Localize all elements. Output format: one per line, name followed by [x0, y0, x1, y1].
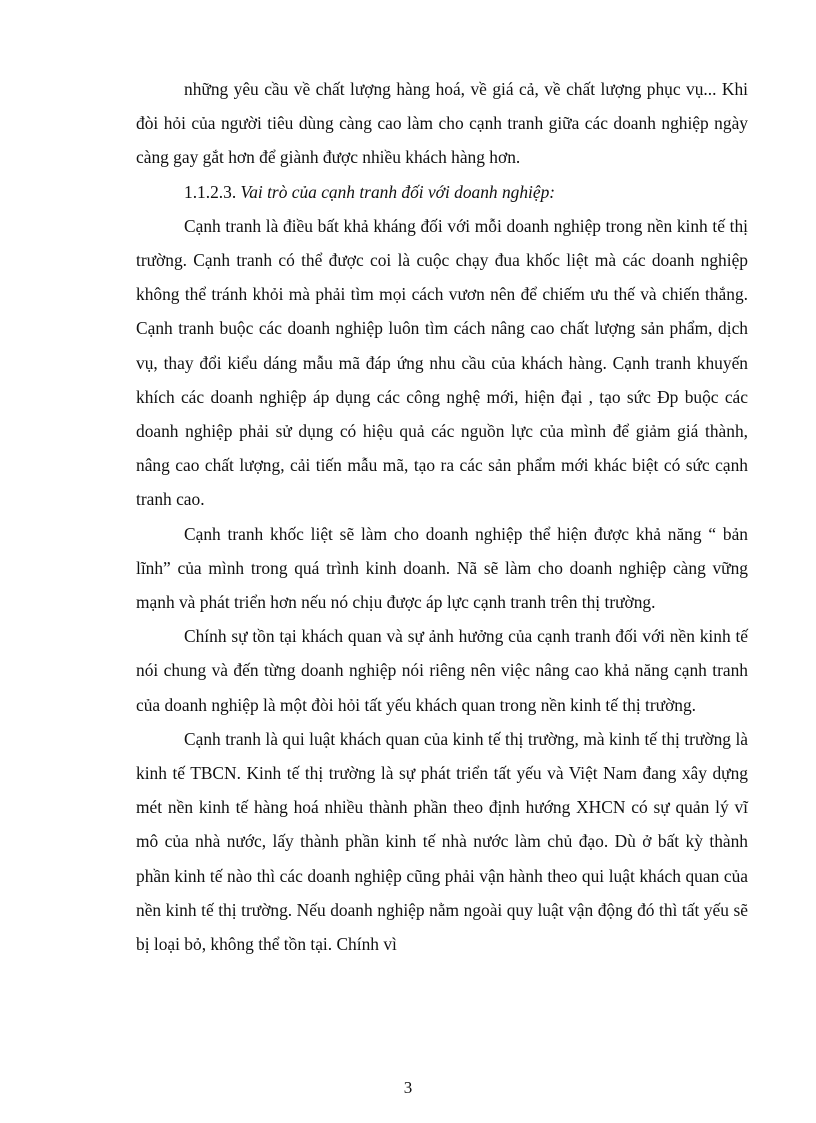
section-number: 1.1.2.3.	[184, 181, 237, 202]
paragraph-market-law: Cạnh tranh là qui luật khách quan của kinh tế thị trường, mà kinh tế thị trường là kinh tế TBCN. Kinh tế thị trường là sự phát triển tất yếu và Việt Nam đang xây dựng mét nền kinh tế hàng hoá nhiều thành phần theo định hướng XHCN có sự quản lý vĩ mô của nhà nước, lấy thành phần kinh tế nhà nước làm chủ đạo. Dù ở bất kỳ thành phần kinh tế nào thì các doanh nghiệp cũng phải vận hành theo qui luật khách quan của nền kinh tế thị trường. Nếu doanh nghiệp nằm ngoài quy luật vận động đó thì tất yếu sẽ bị loại bỏ, không thể tồn tại. Chính vì	[136, 728, 748, 955]
paragraph-fierce-competition: Cạnh tranh khốc liệt sẽ làm cho doanh nghiệp thể hiện được khả năng “ bản lĩnh” của mình trong quá trình kinh doanh. Nã sẽ làm cho doanh nghiệp càng vững mạnh và phát triển hơn nếu nó chịu được áp lực cạnh tranh trên thị trường.	[136, 523, 748, 613]
paragraph-intro: những yêu cầu về chất lượng hàng hoá, về giá cả, về chất lượng phục vụ... Khi đòi hỏi của người tiêu dùng càng cao làm cho cạnh tranh giữa các doanh nghiệp ngày càng gay gắt hơn để giành được nhiều khách hàng hơn.	[136, 79, 748, 168]
paragraph-objective-existence: Chính sự tồn tại khách quan và sự ảnh hưởng của cạnh tranh đối với nền kinh tế nói chung và đến từng doanh nghiệp nói riêng nên việc nâng cao khả năng cạnh tranh của doanh nghiệp là một đòi hỏi tất yếu khách quan trong nền kinh tế thị trường.	[136, 626, 748, 715]
page-number: 3	[403, 1078, 413, 1097]
section-title: Vai trò của cạnh tranh đối với doanh nghiệp:	[240, 181, 556, 202]
section-heading	[136, 175, 748, 209]
paragraph-role: Cạnh tranh là điều bất khả kháng đối với mỗi doanh nghiệp trong nền kinh tế thị trường. Cạnh tranh có thể được coi là cuộc chạy đua khốc liệt mà các doanh nghiệp không thể tránh khỏi mà phải tìm mọi cách vươn nên để chiếm ưu thế và chiến thắng. Cạnh tranh buộc các doanh nghiệp luôn tìm cách nâng cao chất lượng sản phẩm, dịch vụ, thay đổi kiểu dáng mẫu mã đáp ứng nhu cầu của khách hàng. Cạnh tranh khuyến khích các doanh nghiệp áp dụng các công nghệ mới, hiện đại , tạo sức Đp buộc các doanh nghiệp phải sử dụng có hiệu quả các nguồn lực của mình để giảm giá thành, nâng cao chất lượng, cải tiến mẫu mã, tạo ra các sản phẩm mới khác biệt có sức cạnh tranh cao.	[136, 215, 748, 510]
document-page	[136, 72, 748, 961]
